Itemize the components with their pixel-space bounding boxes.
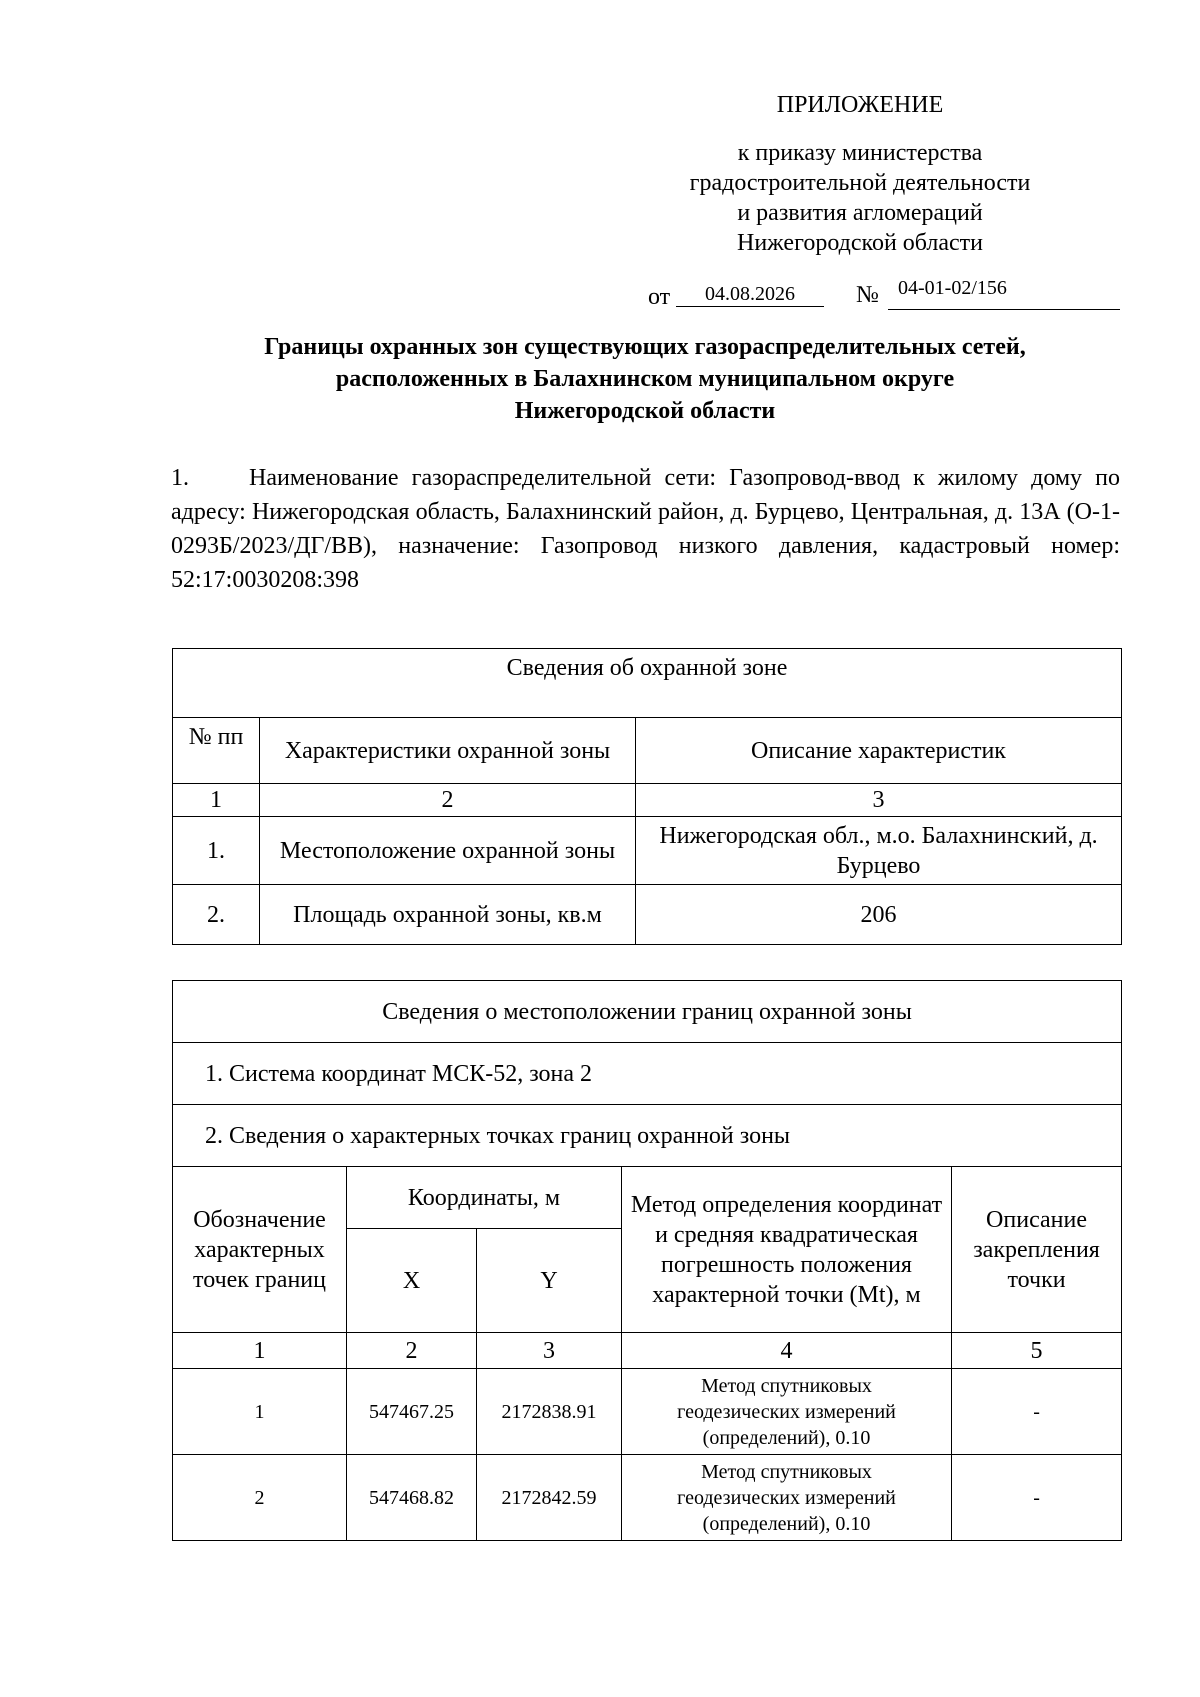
table-row xyxy=(173,817,1122,885)
point-x: 547467.25 xyxy=(347,1369,477,1455)
header-y: Y xyxy=(477,1229,622,1333)
point-id: 1 xyxy=(173,1369,347,1455)
row-number: 2. xyxy=(173,885,260,945)
col-number: 3 xyxy=(636,784,1122,817)
point-method: Метод спутниковых геодезических измерений (определений), 0.10 xyxy=(622,1455,952,1541)
coordinates-table xyxy=(172,980,1122,1541)
appendix-title: ПРИЛОЖЕНИЕ xyxy=(776,92,944,118)
appendix-subtitle xyxy=(600,138,1120,258)
col-number: 5 xyxy=(952,1333,1122,1369)
table-row xyxy=(173,1369,1122,1455)
paragraph-text: Наименование газораспределительной сети: Газопровод-ввод к жилому дому по адресу: Нижегородская область, Балахнинский район, д. Бурцево, Центральная, д. 13А (О-1-0293Б/2023/ДГ/ВВ), назначение: Газопровод низкого давления, кадастровый номер: 52:17:0030208:398 xyxy=(171,465,1120,593)
header-x: X xyxy=(347,1229,477,1333)
appendix-line: к приказу министерства xyxy=(737,140,983,166)
point-x: 547468.82 xyxy=(347,1455,477,1541)
date-prefix: от xyxy=(648,284,671,310)
header-coordinates: Координаты, м xyxy=(347,1167,622,1229)
paragraph-number: 1. xyxy=(171,465,189,491)
order-date: 04.08.2026 xyxy=(676,282,824,307)
col-number: 4 xyxy=(622,1333,952,1369)
header-number: № пп xyxy=(173,718,260,784)
row-characteristic: Местоположение охранной зоны xyxy=(260,817,636,885)
network-description xyxy=(171,461,1120,597)
col-number: 3 xyxy=(477,1333,622,1369)
row-value: 206 xyxy=(636,885,1122,945)
appendix-line: и развития агломераций xyxy=(737,200,983,226)
document-title xyxy=(170,331,1120,427)
point-fixing: - xyxy=(952,1369,1122,1455)
col-number: 2 xyxy=(260,784,636,817)
col-number: 1 xyxy=(173,784,260,817)
coordinate-system: 1. Система координат МСК-52, зона 2 xyxy=(173,1043,1122,1105)
row-number: 1. xyxy=(173,817,260,885)
appendix-line: градостроительной деятельности xyxy=(689,170,1031,196)
order-number: 04-01-02/156 xyxy=(888,276,1120,310)
header-characteristics: Характеристики охранной зоны xyxy=(260,718,636,784)
point-fixing: - xyxy=(952,1455,1122,1541)
coords-table-caption: Сведения о местоположении границ охранной зоны xyxy=(173,981,1122,1043)
point-method: Метод спутниковых геодезических измерений (определений), 0.10 xyxy=(622,1369,952,1455)
point-id: 2 xyxy=(173,1455,347,1541)
header-fixing: Описание закрепления точки xyxy=(952,1167,1122,1333)
col-number: 1 xyxy=(173,1333,347,1369)
number-prefix: № xyxy=(856,282,879,308)
row-value: Нижегородская обл., м.о. Балахнинский, д. Бурцево xyxy=(636,817,1122,885)
row-characteristic: Площадь охранной зоны, кв.м xyxy=(260,885,636,945)
appendix-line: Нижегородской области xyxy=(736,230,984,256)
table-row xyxy=(173,1455,1122,1541)
point-y: 2172842.59 xyxy=(477,1455,622,1541)
document-title-line: Границы охранных зон существующих газораспределительных сетей, xyxy=(264,334,1026,360)
zone-info-table xyxy=(172,648,1122,945)
document-title-line: расположенных в Балахнинском муниципальном округе xyxy=(335,366,955,392)
header-designation: Обозначение характерных точек границ xyxy=(173,1167,347,1333)
header-method: Метод определения координат и средняя квадратическая погрешность положения характерной точки (Mt), м xyxy=(622,1167,952,1333)
header-description: Описание характеристик xyxy=(636,718,1122,784)
points-caption: 2. Сведения о характерных точках границ охранной зоны xyxy=(173,1105,1122,1167)
point-y: 2172838.91 xyxy=(477,1369,622,1455)
col-number: 2 xyxy=(347,1333,477,1369)
table-row xyxy=(173,885,1122,945)
zone-table-caption: Сведения об охранной зоне xyxy=(173,649,1122,718)
document-title-line: Нижегородской области xyxy=(514,398,776,424)
